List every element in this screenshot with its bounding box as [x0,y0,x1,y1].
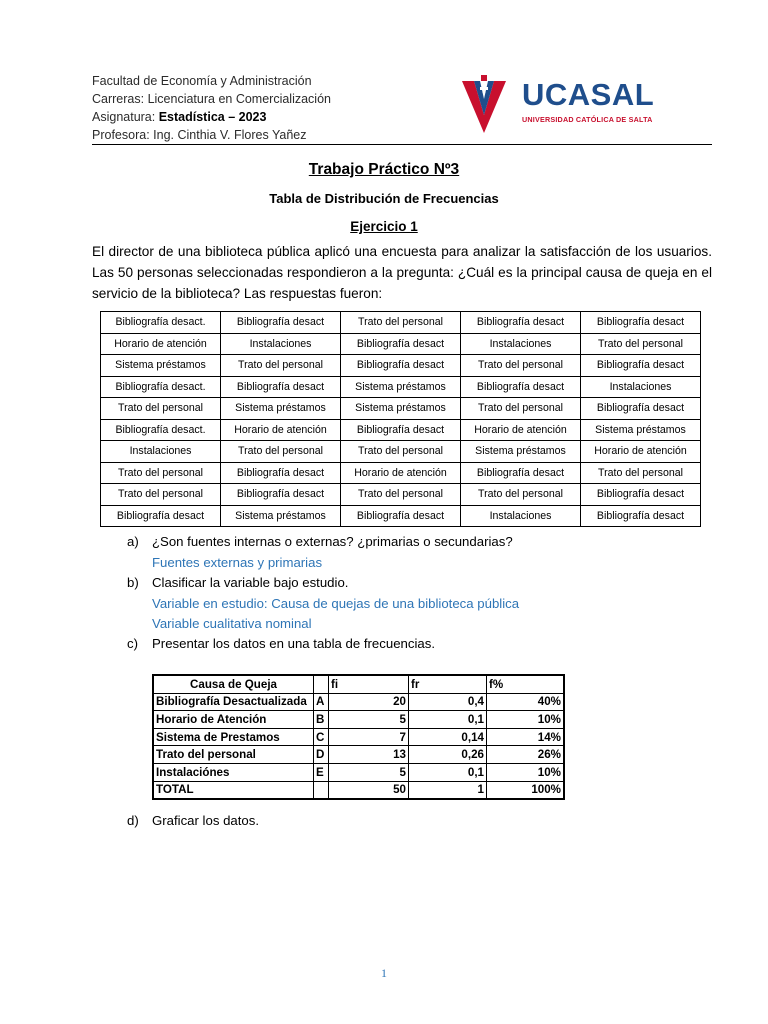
question-text: Clasificar la variable bajo estudio. [152,575,349,590]
answer-b-type: Variable cualitativa nominal [152,616,312,631]
responses-row [101,462,701,484]
percent-cell: 26% [487,746,565,764]
responses-row [101,419,701,441]
response-cell: Instalaciones [581,376,701,398]
response-cell: Sistema préstamos [341,398,461,420]
response-cell: Bibliografía desact [581,505,701,527]
response-cell: Trato del personal [101,484,221,506]
response-cell: Trato del personal [341,484,461,506]
logo-wordmark: UCASAL [522,77,655,112]
fr-cell: 1 [409,781,487,799]
responses-table [100,311,701,527]
response-cell: Trato del personal [101,462,221,484]
header-line-subject [92,108,331,126]
response-cell: Bibliografía desact [461,462,581,484]
header-percent-cell: f% [487,675,565,693]
code-cell [314,781,329,799]
header-line-professor [92,126,331,144]
code-cell: E [314,763,329,781]
response-cell: Trato del personal [581,333,701,355]
response-cell: Instalaciones [461,505,581,527]
response-cell: Trato del personal [101,398,221,420]
response-cell: Sistema préstamos [221,398,341,420]
header-cause-cell: Causa de Queja [153,675,314,693]
fr-cell: 0,26 [409,746,487,764]
responses-row [101,484,701,506]
responses-row [101,505,701,527]
exercise-statement: El director de una biblioteca pública aplicó una encuesta para analizar la satisfacción de los usuarios. Las 50 personas seleccionadas respondieron a la pregunta: ¿Cuál es la principal causa de queja en el servicio de la biblioteca? Las respuestas fueron: [92,244,712,301]
exercise-title: Ejercicio 1 [350,219,418,234]
frequency-table-row [153,763,564,781]
question-label: a) [127,534,139,549]
fr-cell: 0,1 [409,763,487,781]
header-code-cell [314,675,329,693]
response-cell: Bibliografía desact [341,505,461,527]
code-cell: A [314,693,329,711]
response-cell: Sistema préstamos [101,355,221,377]
section-subtitle: Tabla de Distribución de Frecuencias [269,191,499,206]
response-cell: Bibliografía desact [221,484,341,506]
percent-cell: 10% [487,711,565,729]
frequency-table-row [153,711,564,729]
response-cell: Sistema préstamos [221,505,341,527]
frequency-table-header [153,675,564,693]
answer-a: Fuentes externas y primarias [152,555,323,570]
response-cell: Bibliografía desact [221,462,341,484]
response-cell: Trato del personal [221,441,341,463]
response-cell: Bibliografía desact [461,376,581,398]
question-label: b) [127,575,139,590]
response-cell: Trato del personal [461,398,581,420]
practical-work-title: Trabajo Práctico Nº3 [308,161,460,178]
response-cell: Horario de atención [221,419,341,441]
faculty-text: Facultad de Economía y Administración [92,74,312,88]
response-cell: Trato del personal [461,355,581,377]
response-cell: Bibliografía desact. [101,312,221,334]
response-cell: Trato del personal [341,312,461,334]
response-cell: Trato del personal [341,441,461,463]
career-text: Carreras: Licenciatura en Comercialización [92,92,331,106]
fi-cell: 13 [329,746,409,764]
response-cell: Bibliografía desact [101,505,221,527]
question-label: d) [127,813,139,828]
fi-cell: 20 [329,693,409,711]
header-line-faculty [92,72,331,90]
responses-row [101,355,701,377]
percent-cell: 10% [487,763,565,781]
code-cell: D [314,746,329,764]
frequency-table-row [153,693,564,711]
cause-cell: Bibliografía Desactualizada [153,693,314,711]
response-cell: Sistema préstamos [581,419,701,441]
header-rule [92,144,712,145]
fi-cell: 5 [329,711,409,729]
cause-cell: Trato del personal [153,746,314,764]
response-cell: Horario de atención [341,462,461,484]
fi-cell: 5 [329,763,409,781]
frequency-table [152,674,565,800]
response-cell: Bibliografía desact [221,312,341,334]
question-label: c) [127,636,138,651]
fr-cell: 0,1 [409,711,487,729]
response-cell: Bibliografía desact. [101,376,221,398]
response-cell: Trato del personal [581,462,701,484]
response-cell: Horario de atención [461,419,581,441]
responses-row [101,333,701,355]
fr-cell: 0,14 [409,728,487,746]
response-cell: Bibliografía desact [581,355,701,377]
response-cell: Instalaciones [221,333,341,355]
response-cell: Bibliografía desact [341,355,461,377]
subject-value: Estadística – 2023 [158,110,267,124]
question-text: Presentar los datos en una tabla de frecuencias. [152,636,435,651]
response-cell: Bibliografía desact [461,312,581,334]
response-cell: Bibliografía desact [341,419,461,441]
header-fi-cell: fi [329,675,409,693]
ucasal-shield-icon [460,75,508,135]
question-text: Graficar los datos. [152,813,260,828]
ucasal-logo [460,75,655,135]
answer-b-variable: Variable en estudio: Causa de quejas de una biblioteca pública [152,596,520,611]
question-text: ¿Son fuentes internas o externas? ¿primarias o secundarias? [152,534,513,549]
percent-cell: 14% [487,728,565,746]
response-cell: Bibliografía desact [581,484,701,506]
cause-cell: Sistema de Prestamos [153,728,314,746]
response-cell: Horario de atención [581,441,701,463]
fi-cell: 50 [329,781,409,799]
responses-row [101,376,701,398]
code-cell: B [314,711,329,729]
response-cell: Instalaciones [101,441,221,463]
cause-cell: TOTAL [153,781,314,799]
cause-cell: Horario de Atención [153,711,314,729]
professor-text: Profesora: Ing. Cinthia V. Flores Yañez [92,128,307,142]
response-cell: Bibliografía desact [221,376,341,398]
response-cell: Trato del personal [461,484,581,506]
response-cell: Bibliografía desact [341,333,461,355]
header-fr-cell: fr [409,675,487,693]
page-number: 1 [381,966,387,980]
percent-cell: 40% [487,693,565,711]
fr-cell: 0,4 [409,693,487,711]
subject-label: Asignatura: [92,110,159,124]
response-cell: Sistema préstamos [341,376,461,398]
header-lines [92,72,331,144]
header-line-career [92,90,331,108]
percent-cell: 100% [487,781,565,799]
code-cell: C [314,728,329,746]
response-cell: Trato del personal [221,355,341,377]
frequency-table-row [153,781,564,799]
frequency-table-row [153,746,564,764]
logo-subtitle: UNIVERSIDAD CATÓLICA DE SALTA [522,115,653,124]
responses-row [101,398,701,420]
response-cell: Horario de atención [101,333,221,355]
response-cell: Bibliografía desact. [101,419,221,441]
response-cell: Sistema préstamos [461,441,581,463]
cause-cell: Instalaciónes [153,763,314,781]
frequency-table-row [153,728,564,746]
responses-row [101,312,701,334]
response-cell: Bibliografía desact [581,312,701,334]
responses-row [101,441,701,463]
fi-cell: 7 [329,728,409,746]
response-cell: Bibliografía desact [581,398,701,420]
response-cell: Instalaciones [461,333,581,355]
